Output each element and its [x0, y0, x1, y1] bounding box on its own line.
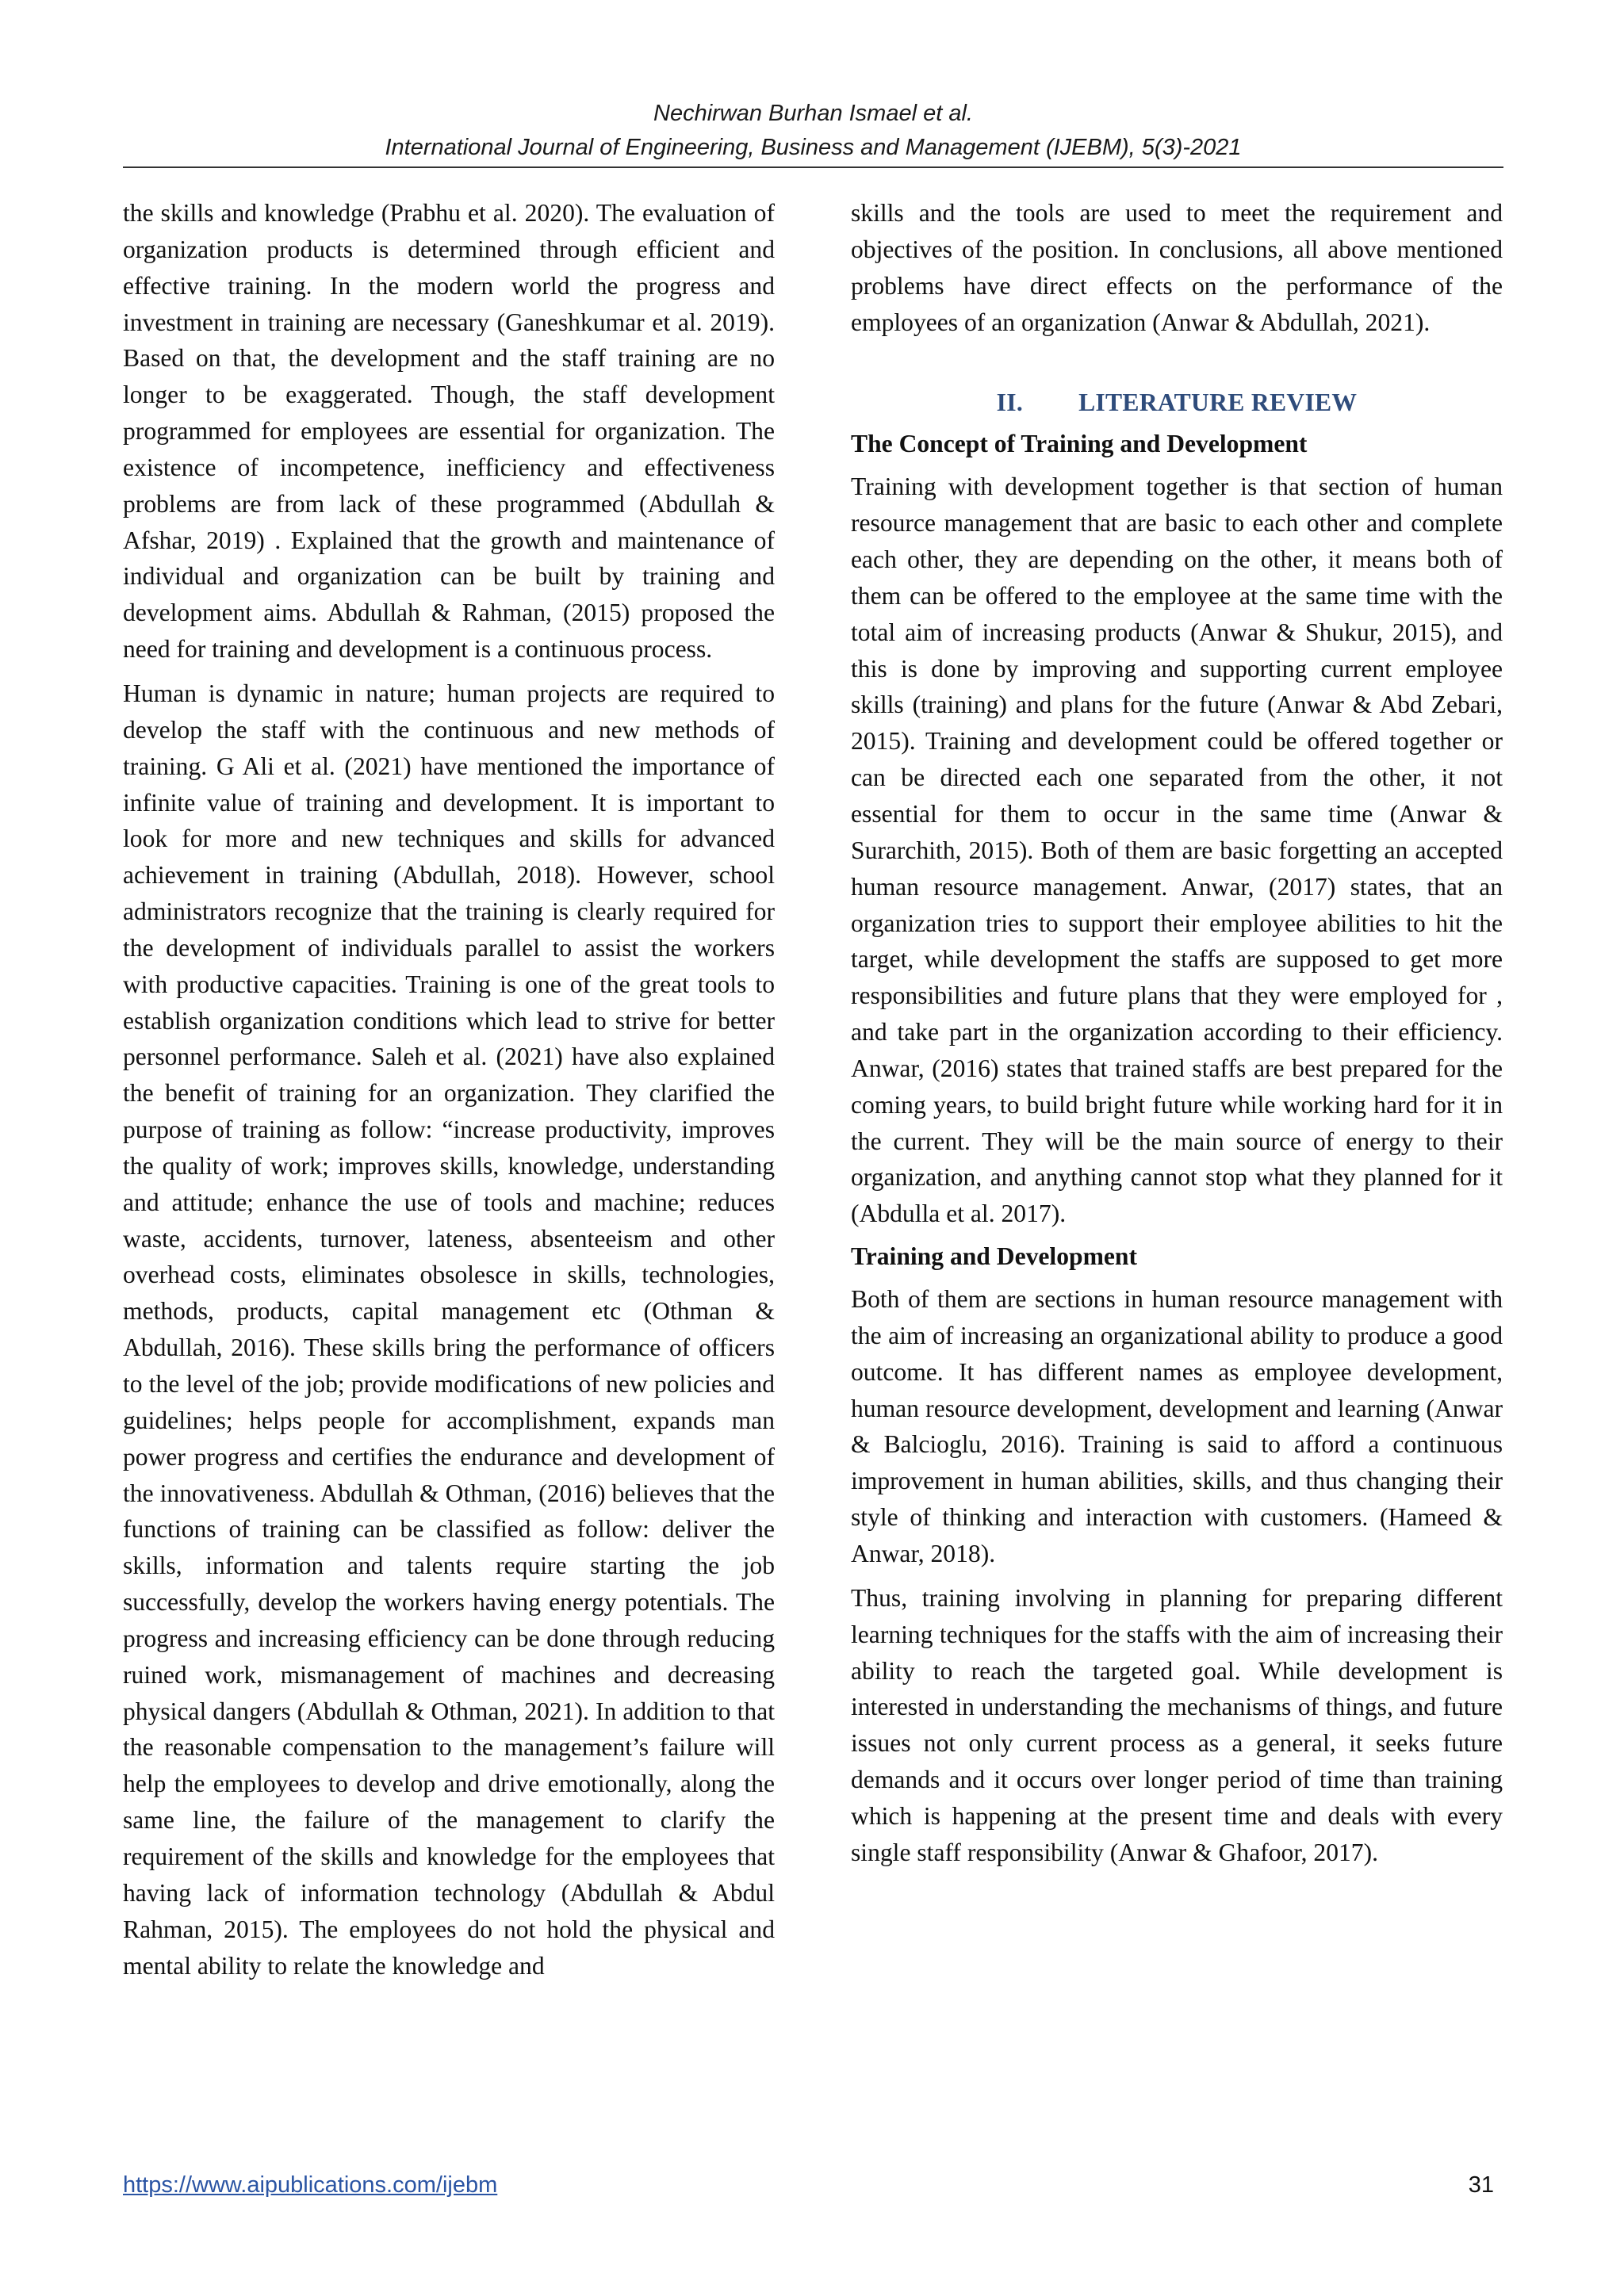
section-heading	[851, 385, 1503, 421]
header-rule	[123, 166, 1503, 168]
body-paragraph: Human is dynamic in nature; human projects are required to develop the staff with the continuous and new methods of training. G Ali et al. (2021) have mentioned the importance of infinite value of training and development. It is important to look for more and new techniques and skills for advanced achievement in training (Abdullah, 2018). However, school administrators recognize that the training is clearly required for the development of individuals parallel to assist the workers with productive capacities. Training is one of the great tools to establish organization conditions which lead to strive for better personnel performance. Saleh et al. (2021) have also explained the benefit of training for an organization. They clarified the purpose of training as follow: “increase productivity, improves the quality of work; improves skills, knowledge, understanding and attitude; enhance the use of tools and machine; reduces waste, accidents, turnover, lateness, absenteeism and other overhead costs, eliminates obsolesce in skills, technologies, methods, products, capital management etc (Othman & Abdullah, 2016). These skills bring the performance of officers to the level of the job; provide modifications of new policies and guidelines; helps people for accomplishment, expands man power progress and certifies the endurance and development of the innovativeness. Abdullah & Othman, (2016) believes that the functions of training can be classified as follow: deliver the skills, information and talents require starting the job successfully, develop the workers having energy potentials. The progress and increasing efficiency can be done through reducing ruined work, mismanagement of machines and decreasing physical dangers (Abdullah & Othman, 2021). In addition to that the reasonable compensation to the management’s failure will help the employees to develop and drive emotionally, along the same line, the failure of the management to clarify the requirement of the skills and knowledge for the employees that having lack of information technology (Abdullah & Abdul Rahman, 2015). The employees do not hold the physical and mental ability to relate the knowledge and	[123, 679, 775, 1980]
header-journal-citation: International Journal of Engineering, Business and Management (IJEBM), 5(3)-2021	[385, 135, 1242, 160]
right-column	[851, 195, 1503, 1871]
page-number: 31	[1468, 2172, 1494, 2198]
body-paragraph: skills and the tools are used to meet the requirement and objectives of the position. In conclusions, all above mentioned problems have direct effects on the performance of the employees of an organization (Anwar & Abdullah, 2021).	[851, 199, 1503, 336]
body-paragraph: Training with development together is that section of human resource management that are basic to each other and complete each other, they are depending on the other, it means both of them can be offered to the employee at the same time with the total aim of increasing products (Anwar & Shukur, 2015), and this is done by improving and supporting current employee skills (training) and plans for the future (Anwar & Abd Zebari, 2015). Training and development could be offered together or can be directed each one separated from the other, it not essential for them to occur in the same time (Anwar & Surarchith, 2015). Both of them are basic forgetting an accepted human resource management. Anwar, (2017) states, that an organization tries to support their employee abilities to hit the target, while development the staffs are supposed to get more responsibilities and future plans that they were employed for , and take part in the organization according to their efficiency. Anwar, (2016) states that trained staffs are best prepared for the coming years, to build bright future while working hard for it in the current. They will be the main source of energy to their organization, and anything cannot stop what they planned for it (Abdulla et al. 2017).	[851, 473, 1503, 1228]
body-paragraph: Thus, training involving in planning for preparing different learning techniques for the staffs with the aim of increasing their ability to reach the targeted goal. While development is interested in understanding the mechanisms of things, and future issues not only current process as a general, it seeks future demands and it occurs over longer period of time than training which is happening at the present time and deals with every single staff responsibility (Anwar & Ghafoor, 2017).	[851, 1583, 1503, 1866]
left-column	[123, 195, 775, 1984]
page-header	[123, 97, 1503, 165]
header-authors: Nechirwan Burhan Ismael et al.	[653, 101, 973, 126]
body-paragraph: the skills and knowledge (Prabhu et al. 2020). The evaluation of organization products is determined through efficient and effective training. In the modern world the progress and investment in training are necessary (Ganeshkumar et al. 2019). Based on that, the development and the staff training are no longer to be exaggerated. Though, the staff development programmed for employees are essential for organization. The existence of incompetence, inefficiency and effectiveness problems are from lack of these programmed (Abdullah & Afshar, 2019) . Explained that the growth and maintenance of individual and organization can be built by training and development aims. Abdullah & Rahman, (2015) proposed the need for training and development is a continuous process.	[123, 199, 775, 664]
page-footer	[123, 2167, 1503, 2203]
section-number: II.	[996, 388, 1024, 417]
body-paragraph: Both of them are sections in human resource management with the aim of increasing an organizational ability to produce a good outcome. It has different names as employee development, human resource development, development and learning (Anwar & Balcioglu, 2016). Training is said to afford a continuous improvement in human abilities, skills, and thus changing their style of thinking and interaction with customers. (Hameed & Anwar, 2018).	[851, 1285, 1503, 1567]
journal-url-link[interactable]: https://www.aipublications.com/ijebm	[123, 2172, 498, 2198]
subsection-heading: The Concept of Training and Development	[851, 430, 1308, 458]
section-title: LITERATURE REVIEW	[1078, 388, 1358, 417]
subsection-heading: Training and Development	[851, 1242, 1138, 1271]
